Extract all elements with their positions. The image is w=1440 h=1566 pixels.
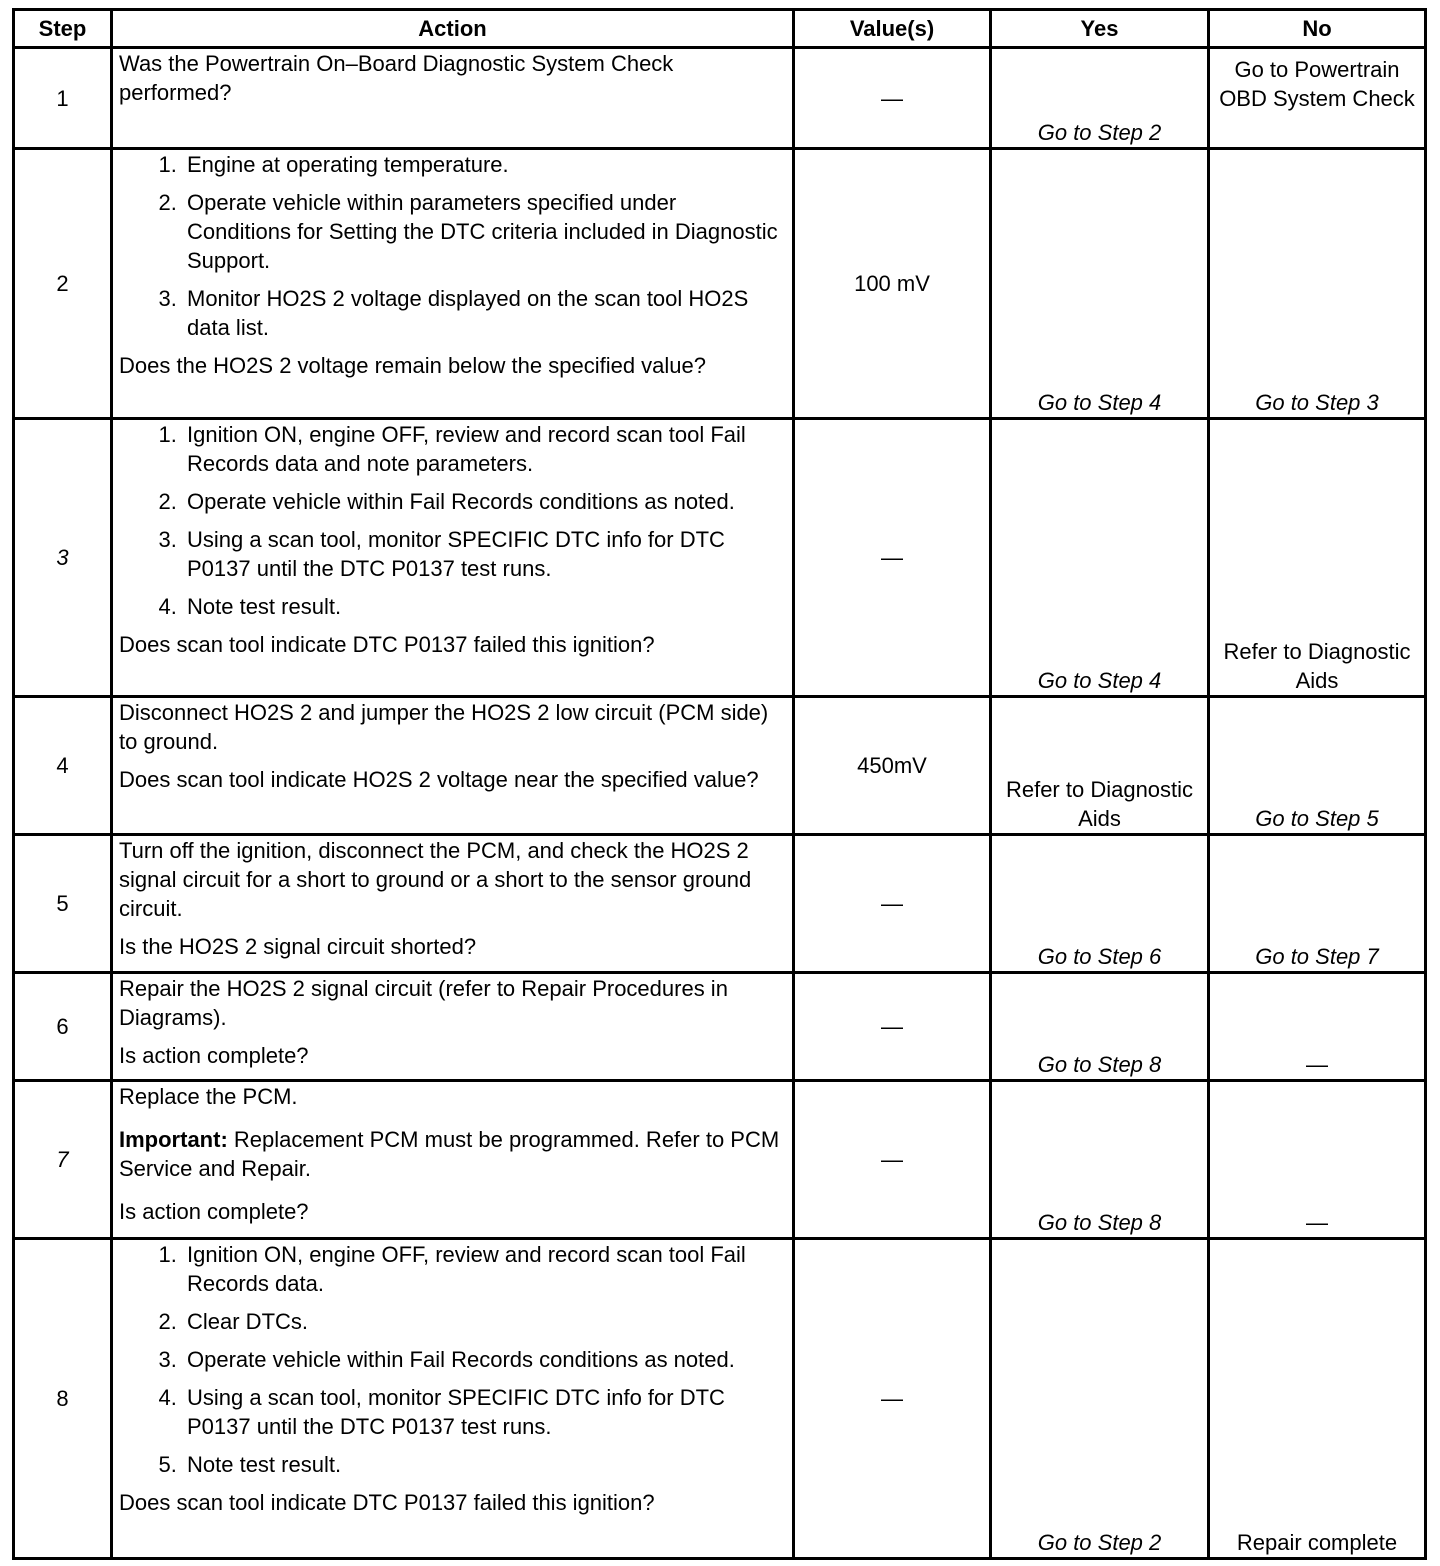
table-row xyxy=(14,48,1426,149)
step-number: 5 xyxy=(14,835,112,973)
action-item: 1. Ignition ON, engine OFF, review and record scan tool Fail Records data. xyxy=(183,1240,786,1298)
no-cell: Refer to Diagnostic Aids xyxy=(1209,419,1426,697)
no-cell: — xyxy=(1209,973,1426,1081)
important-label: Important: xyxy=(119,1127,228,1152)
action-item: 4. Using a scan tool, monitor SPECIFIC DTC info for DTC P0137 until the DTC P0137 test runs. xyxy=(183,1383,786,1441)
yes-cell: Go to Step 8 xyxy=(991,1081,1209,1239)
action-cell xyxy=(112,419,794,697)
no-cell: Go to Step 5 xyxy=(1209,697,1426,835)
step-number: 8 xyxy=(14,1239,112,1559)
step-number: 6 xyxy=(14,973,112,1081)
value-cell: — xyxy=(794,973,991,1081)
action-question: Does scan tool indicate DTC P0137 failed this ignition? xyxy=(119,632,655,657)
no-cell: — xyxy=(1209,1081,1426,1239)
action-item: 2. Clear DTCs. xyxy=(183,1307,786,1336)
no-cell: Go to Step 7 xyxy=(1209,835,1426,973)
header-action: Action xyxy=(112,10,794,48)
value-cell: — xyxy=(794,48,991,149)
action-cell xyxy=(112,1239,794,1559)
action-cell xyxy=(112,973,794,1081)
value-cell: — xyxy=(794,1081,991,1239)
action-item: 3. Monitor HO2S 2 voltage displayed on the scan tool HO2S data list. xyxy=(183,284,786,342)
value-cell: 450mV xyxy=(794,697,991,835)
header-row xyxy=(14,10,1426,48)
action-question: Is action complete? xyxy=(119,1043,309,1068)
action-item: 3. Using a scan tool, monitor SPECIFIC DTC info for DTC P0137 until the DTC P0137 test runs. xyxy=(183,525,786,583)
table-row xyxy=(14,1081,1426,1239)
value-cell: — xyxy=(794,419,991,697)
action-question: Does the HO2S 2 voltage remain below the specified value? xyxy=(119,353,707,378)
value-cell: — xyxy=(794,835,991,973)
action-cell xyxy=(112,697,794,835)
table-row xyxy=(14,1239,1426,1559)
yes-cell: Go to Step 2 xyxy=(991,1239,1209,1559)
table-row xyxy=(14,697,1426,835)
header-step: Step xyxy=(14,10,112,48)
yes-cell: Go to Step 8 xyxy=(991,973,1209,1081)
action-cell xyxy=(112,48,794,149)
value-cell: — xyxy=(794,1239,991,1559)
value-cell: 100 mV xyxy=(794,149,991,419)
action-item: 3. Operate vehicle within Fail Records conditions as noted. xyxy=(183,1345,786,1374)
important-text: Replacement PCM must be programmed. Refer to PCM Service and Repair. xyxy=(119,1127,780,1181)
action-text: Disconnect HO2S 2 and jumper the HO2S 2 low circuit (PCM side) to ground. xyxy=(119,700,769,754)
action-item: 1. Ignition ON, engine OFF, review and record scan tool Fail Records data and note parameters. xyxy=(183,420,786,478)
no-cell: Go to Powertrain OBD System Check xyxy=(1209,48,1426,149)
step-number: 1 xyxy=(14,48,112,149)
step-number: 2 xyxy=(14,149,112,419)
no-cell: Repair complete xyxy=(1209,1239,1426,1559)
action-question: Was the Powertrain On–Board Diagnostic System Check performed? xyxy=(119,51,674,105)
action-question: Is the HO2S 2 signal circuit shorted? xyxy=(119,934,477,959)
action-item: 5. Note test result. xyxy=(183,1450,786,1479)
table-row xyxy=(14,973,1426,1081)
table-row xyxy=(14,419,1426,697)
action-question: Does scan tool indicate DTC P0137 failed this ignition? xyxy=(119,1490,655,1515)
step-number: 4 xyxy=(14,697,112,835)
table-row xyxy=(14,149,1426,419)
yes-cell: Go to Step 4 xyxy=(991,149,1209,419)
action-item: 2. Operate vehicle within Fail Records conditions as noted. xyxy=(183,487,786,516)
yes-cell: Go to Step 2 xyxy=(991,48,1209,149)
action-cell xyxy=(112,835,794,973)
action-text: Replace the PCM. xyxy=(119,1084,298,1109)
action-list xyxy=(119,1240,786,1479)
header-yes: Yes xyxy=(991,10,1209,48)
action-list xyxy=(119,150,786,342)
action-cell xyxy=(112,149,794,419)
action-question: Is action complete? xyxy=(119,1199,309,1224)
yes-cell: Refer to Diagnostic Aids xyxy=(991,697,1209,835)
header-no: No xyxy=(1209,10,1426,48)
yes-cell: Go to Step 6 xyxy=(991,835,1209,973)
action-text: Repair the HO2S 2 signal circuit (refer to Repair Procedures in Diagrams). xyxy=(119,976,728,1030)
header-values: Value(s) xyxy=(794,10,991,48)
important-note xyxy=(119,1125,786,1183)
action-text: Turn off the ignition, disconnect the PCM, and check the HO2S 2 signal circuit for a short to ground or a short to the sensor ground circuit. xyxy=(119,838,752,921)
step-number: 3 xyxy=(14,419,112,697)
action-list xyxy=(119,420,786,621)
step-number: 7 xyxy=(14,1081,112,1239)
action-item: 1. Engine at operating temperature. xyxy=(183,150,786,179)
action-cell xyxy=(112,1081,794,1239)
action-item: 4. Note test result. xyxy=(183,592,786,621)
action-question: Does scan tool indicate HO2S 2 voltage near the specified value? xyxy=(119,767,759,792)
diagnostic-table xyxy=(12,8,1427,1560)
action-item: 2. Operate vehicle within parameters specified under Conditions for Setting the DTC criteria included in Diagnostic Support. xyxy=(183,188,786,275)
yes-cell: Go to Step 4 xyxy=(991,419,1209,697)
no-cell: Go to Step 3 xyxy=(1209,149,1426,419)
table-row xyxy=(14,835,1426,973)
